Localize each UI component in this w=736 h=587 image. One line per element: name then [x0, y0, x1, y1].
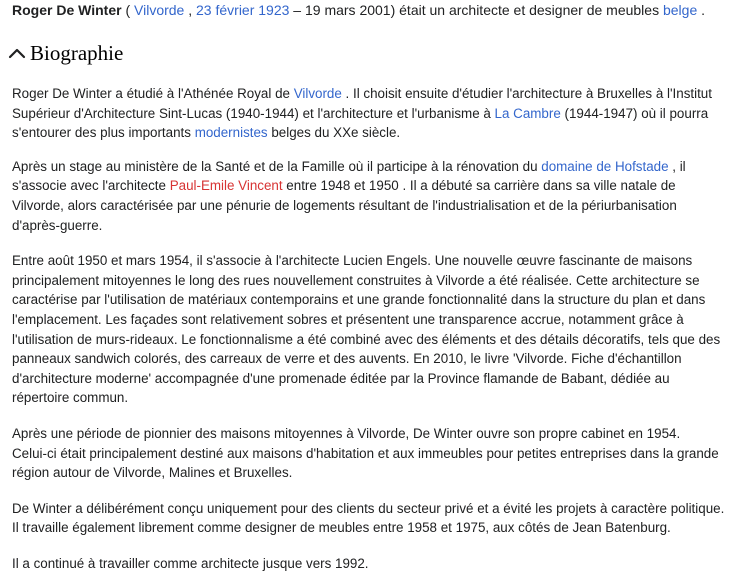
lead-sentence — [12, 1, 732, 19]
birthdate-link[interactable]: 23 février 1923 — [196, 2, 290, 18]
nationality-link[interactable]: belge — [662, 2, 698, 18]
domaine-de-hofstade-link[interactable]: domaine de Hofstade — [541, 158, 669, 174]
paragraph-text: belges du XXe siècle. — [267, 125, 401, 141]
paul-emile-vincent-link[interactable]: Paul-Emile Vincent — [169, 178, 283, 194]
section-heading-biographie[interactable] — [8, 40, 123, 66]
paragraph-text: Après un stage au ministère de la Santé et de la Famille où il participe à la rénovation du — [12, 158, 542, 174]
paragraph-2 — [12, 157, 728, 235]
section-body — [12, 84, 728, 587]
paragraph-text: entre 1948 et 1950 . Il a débuté sa carrière dans sa ville natale de Vilvorde, alors caractérisée par une pénurie de logements résultant de l'industrialisation et de la périurbanisation d'après-guerre. — [12, 178, 677, 233]
chevron-up-icon[interactable] — [8, 46, 26, 60]
paragraph-1 — [12, 84, 728, 143]
paragraph-text: . Il choisit ensuite d'étudier l'architecture à Bruxelles à l'Institut Supérieur d'Architecture Sint-Lucas (1940-1944) et l'architecture et l'urbanisme à — [12, 86, 712, 121]
paragraph-3: Entre août 1950 et mars 1954, il s'associe à l'architecte Lucien Engels. Une nouvelle œuvre fascinante de maisons principalement mitoyennes le long des rues nouvellement construites à Vilvorde a été réalisée. Cette architecture se caractérise par l'utilisation de matériaux contemporains et une grande fonctionnalité dans la structure du plan et dans l'emplacement. Les façades sont relativement sobres et présentent une transparence accrue, notamment grâce à l'utilisation de murs-rideaux. Le fonctionnalisme a été combiné avec des éléments et des détails décoratifs, tels que des panneaux sandwich colorés, des carreaux de verre et des auvents. En 2010, le livre 'Vilvorde. Fiche d'échantillon d'architecture moderne' accompagnée d'une promenade éditée par la Province flamande de Babant, dédiée au répertoire commun. — [12, 253, 721, 406]
section-title: Biographie — [30, 40, 124, 65]
paragraph-text: Après une période de pionnier des maisons mitoyennes à Vilvorde, De Winter ouvre son propre cabinet en 1954. — [12, 425, 681, 441]
la-cambre-link[interactable]: La Cambre — [494, 105, 561, 121]
paragraph-6: Il a continué à travailler comme architecte jusque vers 1992. — [12, 555, 369, 571]
lead-text: , — [184, 2, 197, 18]
lead-text: ( — [121, 2, 135, 18]
paragraph-text: Celui-ci était principalement destiné aux maisons d'habitation et aux immeubles pour petites entreprises dans la grande région autour de Vilvorde, Malines et Bruxelles. — [12, 445, 719, 481]
lead-text: – 19 mars 2001) était un architecte et designer de meubles — [289, 2, 663, 18]
vilvorde-link[interactable]: Vilvorde — [293, 86, 342, 101]
subject-name: Roger De Winter — [12, 2, 122, 18]
lead-text: . — [697, 2, 706, 18]
paragraph-4 — [12, 424, 728, 483]
paragraph-text: (1944-1947) où il pourra s'entourer des plus importants — [12, 105, 709, 141]
modernistes-link[interactable]: modernistes — [194, 125, 268, 141]
birthplace-link[interactable]: Vilvorde — [134, 2, 185, 18]
paragraph-5: De Winter a délibérément conçu uniquement pour des clients du secteur privé et a évité les projets à caractère politique. Il travaille également librement comme designer de meubles entre 1958 et 1975, aux côtés de Jean Batenburg. — [12, 500, 725, 536]
paragraph-text: Roger De Winter a étudié à l'Athénée Royal de — [12, 86, 294, 101]
paragraph-text: , il s'associe avec l'architecte — [12, 158, 686, 194]
